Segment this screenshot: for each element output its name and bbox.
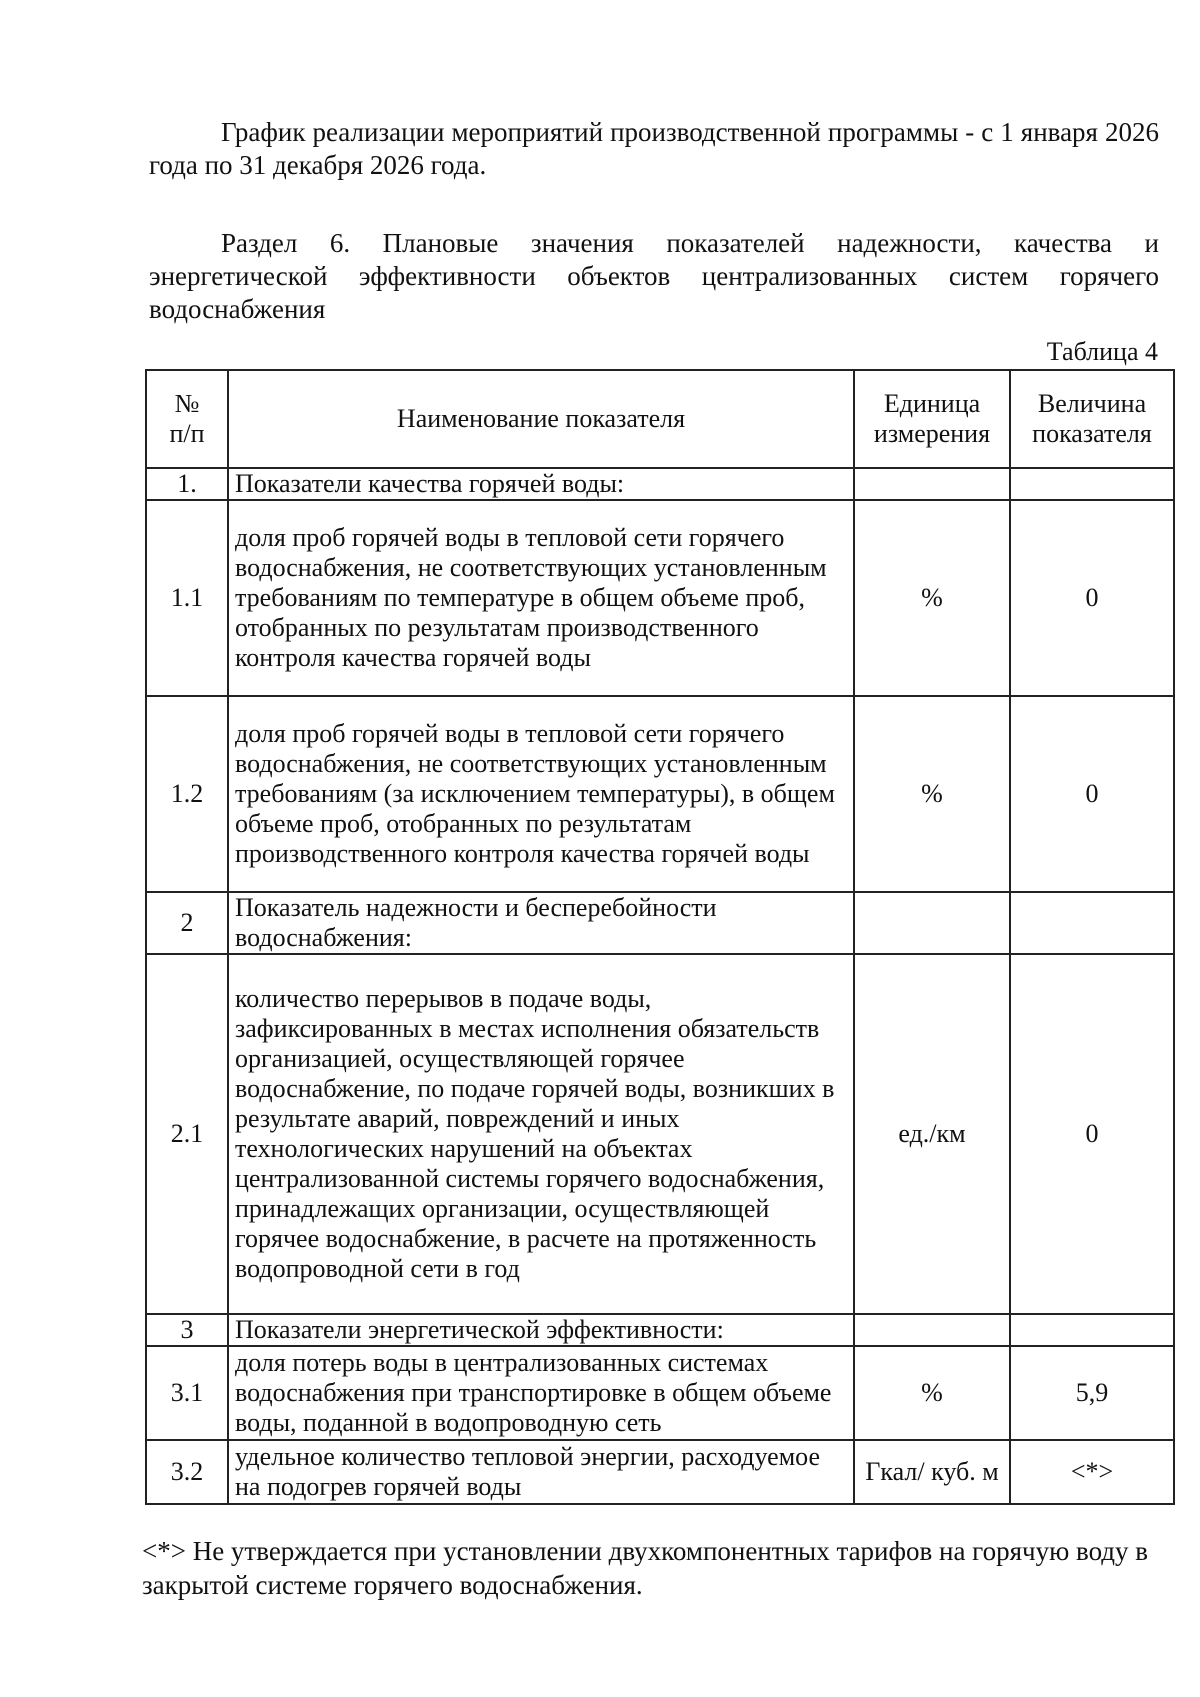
header-unit (854, 370, 1010, 468)
row-number: 1.2 (146, 696, 228, 892)
row-value: 0 (1010, 954, 1174, 1314)
table-header-row (146, 370, 1174, 468)
section-heading-line-1: Раздел 6. Плановые значения показателей надежности, качества и (221, 228, 1159, 258)
header-value-line-2: показателя (1032, 419, 1152, 448)
row-unit: % (854, 696, 1010, 892)
row-value: 0 (1010, 696, 1174, 892)
row-unit (854, 1314, 1010, 1346)
row-value (1010, 468, 1174, 500)
footnote: <*> Не утверждается при установлении двухкомпонентных тарифов на горячую воду в закрытой системе горячего водоснабжения. (142, 1536, 1149, 1600)
table-caption: Таблица 4 (1046, 337, 1158, 366)
header-name: Наименование показателя (228, 370, 854, 468)
row-unit: ед./км (854, 954, 1010, 1314)
section-heading (149, 227, 1159, 326)
row-value (1010, 892, 1174, 954)
row-name: доля проб горячей воды в тепловой сети горячего водоснабжения, не соответствующих установленным требованиям по температуре в общем объеме проб, отобранных по результатам производственного контроля качества горячей воды (228, 500, 854, 696)
table-row (146, 468, 1174, 500)
row-name: доля проб горячей воды в тепловой сети горячего водоснабжения, не соответствующих установленным требованиям (за исключением температуры), в общем объеме проб, отобранных по результатам производственного контроля качества горячей воды (228, 696, 854, 892)
row-name: количество перерывов в подаче воды, зафиксированных в местах исполнения обязательств организацией, осуществляющей горячее водоснабжение, по подаче горячей воды, возникших в результате аварий, повреждений и иных технологических нарушений на объектах централизованной системы горячего водоснабжения, принадлежащих организации, осуществляющей горячее водоснабжение, в расчете на протяженность водопроводной сети в год (228, 954, 854, 1314)
header-number (146, 370, 228, 468)
row-unit: Гкал/ куб. м (854, 1440, 1010, 1504)
section-heading-line-2: энергетической эффективности объектов централизованных систем горячего (149, 261, 1159, 291)
header-value (1010, 370, 1174, 468)
row-number: 1.1 (146, 500, 228, 696)
row-name: удельное количество тепловой энергии, расходуемое на подогрев горячей воды (228, 1440, 854, 1504)
row-name: Показатель надежности и бесперебойности водоснабжения: (228, 892, 854, 954)
row-unit: % (854, 500, 1010, 696)
row-number: 3 (146, 1314, 228, 1346)
row-number: 2 (146, 892, 228, 954)
row-number: 1. (146, 468, 228, 500)
row-number: 3.2 (146, 1440, 228, 1504)
header-unit-line-1: Единица (883, 389, 981, 418)
header-number-line-1: № (174, 389, 200, 418)
row-name: Показатели качества горячей воды: (228, 468, 854, 500)
table-row (146, 1440, 1174, 1504)
row-name: доля потерь воды в централизованных системах водоснабжения при транспортировке в общем объеме воды, поданной в водопроводную сеть (228, 1346, 854, 1440)
section-heading-line-3: водоснабжения (149, 294, 326, 324)
schedule-paragraph (149, 116, 1159, 182)
schedule-text: График реализации мероприятий производственной программы - с 1 января 2026 года по 31 декабря 2026 года. (149, 117, 1159, 180)
row-value: 5,9 (1010, 1346, 1174, 1440)
table-row (146, 1346, 1174, 1440)
row-unit: % (854, 1346, 1010, 1440)
table-row (146, 892, 1174, 954)
table-row (146, 500, 1174, 696)
row-value (1010, 1314, 1174, 1346)
table-row (146, 1314, 1174, 1346)
table-row (146, 696, 1174, 892)
row-number: 3.1 (146, 1346, 228, 1440)
row-value: <*> (1010, 1440, 1174, 1504)
header-value-line-1: Величина (1037, 389, 1147, 418)
row-unit (854, 892, 1010, 954)
header-number-line-2: п/п (169, 419, 205, 448)
table-row (146, 954, 1174, 1314)
header-unit-line-2: измерения (873, 419, 991, 448)
row-number: 2.1 (146, 954, 228, 1314)
row-value: 0 (1010, 500, 1174, 696)
indicators-table (145, 369, 1175, 1505)
row-unit (854, 468, 1010, 500)
row-name: Показатели энергетической эффективности: (228, 1314, 854, 1346)
